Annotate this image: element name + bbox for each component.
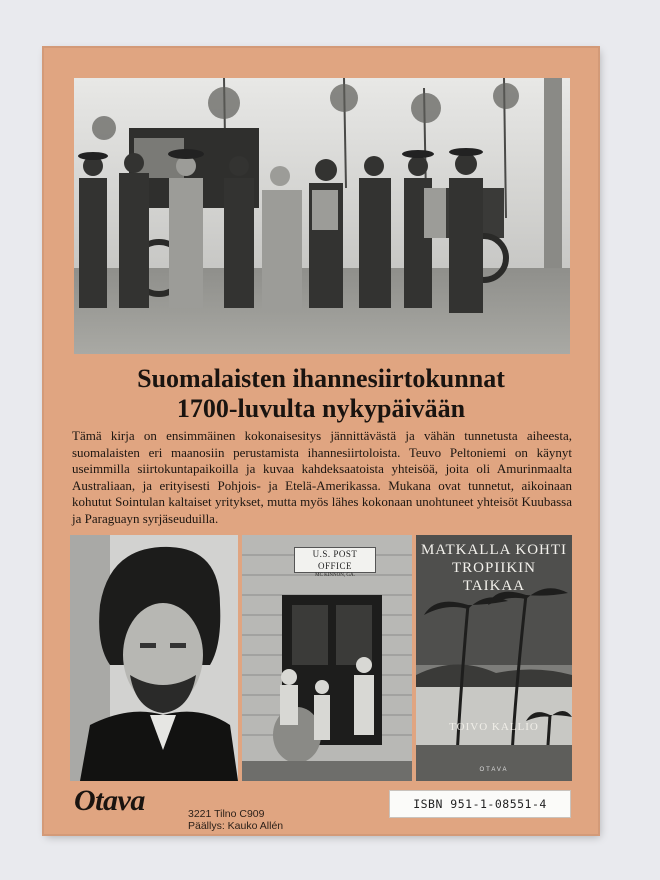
group-photo xyxy=(74,78,570,354)
catalog-code: 3221 Tilno C909 xyxy=(188,808,265,820)
cover-designer: Päällys: Kauko Allén xyxy=(188,820,284,832)
catalog-codes xyxy=(188,808,283,832)
inset-book-author: TOIVO KALLIO xyxy=(449,721,539,733)
post-office-photo xyxy=(242,535,412,781)
inset-book-title-line-2: TROPIIKIN xyxy=(452,560,536,576)
inset-book-title-line-1: MATKALLA KOHTI xyxy=(420,542,568,558)
inset-book-cover xyxy=(416,535,572,781)
inset-book-title-line-3: TAIKAA xyxy=(462,578,526,594)
post-office-sign-text: U.S. POST OFFICE xyxy=(312,549,358,571)
publisher-logo: Otava xyxy=(74,784,145,817)
book-title xyxy=(44,364,598,424)
title-line-1: Suomalaisten ihannesiirtokunnat xyxy=(137,364,505,393)
post-office-sign-location: MC KINNON, GA. xyxy=(315,573,355,578)
inset-book-publisher: OTAVA xyxy=(479,767,509,773)
title-line-2: 1700-luvulta nykypäivään xyxy=(176,394,466,423)
post-office-sign xyxy=(294,547,376,578)
book-back-cover xyxy=(44,48,598,834)
inset-book-title xyxy=(416,541,572,595)
portrait-photo xyxy=(70,535,238,781)
isbn-sticker: ISBN 951-1-08551-4 xyxy=(389,790,571,818)
book-description: Tämä kirja on ensimmäinen kokonaisesitys jännittävästä ja vähän tunnetusta aiheesta, suomalaisten eri maanosiin perustamista ihannesiirtoloista. Teuvo Peltoniemi on käynyt useimmilla siirtokuntapaikoilla ja kuvaa kahdeksaatoista yhteisöä, joita oli Amurinmaalta Australiaan, ja erityisesti Pohjois- ja Etelä-Amerikassa. Mukana ovat tunnetut, aikoinaan kohutut Sointulan kaltaiset yritykset, mutta myös lähes kokonaan unohtuneet yhteisöt Kuubassa ja Paraguayn syrjäseuduilla. xyxy=(72,428,572,526)
